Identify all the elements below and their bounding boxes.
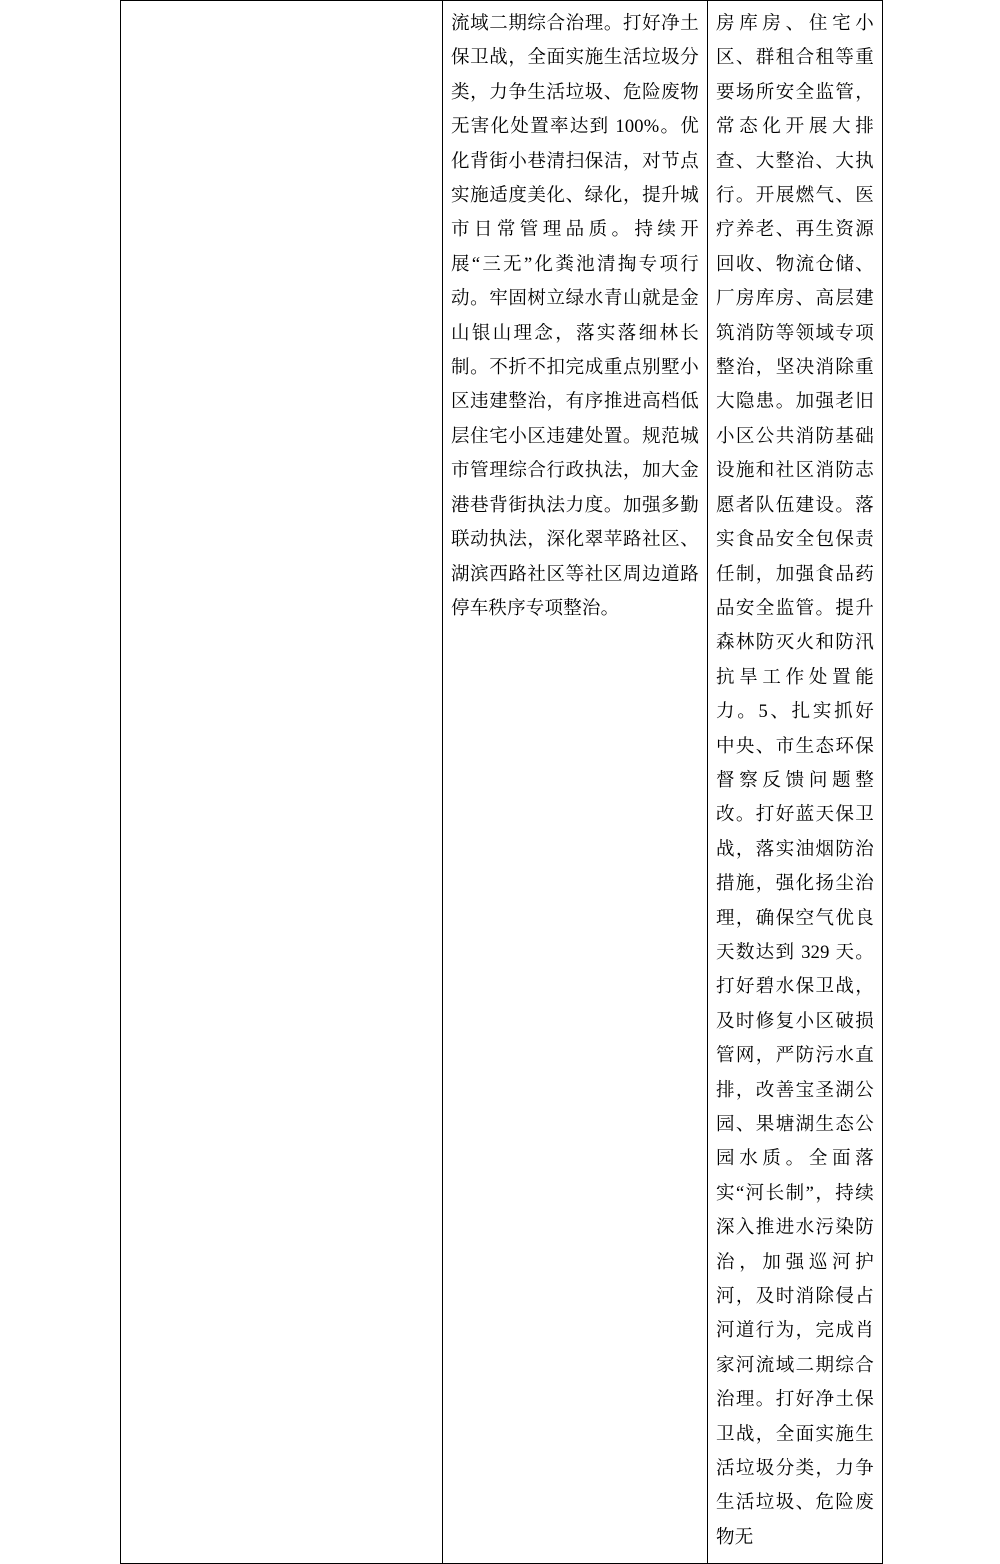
- document-table: [120, 0, 883, 1564]
- table-cell-right: [708, 1, 883, 1564]
- table-row: [121, 1, 883, 1564]
- table-cell-left-blank: [121, 1, 443, 1564]
- middle-text-column-text: 流域二期综合治理。打好净土保卫战，全面实施生活垃圾分类，力争生活垃圾、危险废物无害化处置率达到 100%。优化背街小巷清扫保洁，对节点实施适度美化、绿化，提升城市日常管理品质。持续开展“三无”化粪池清掏专项行动。牢固树立绿水青山就是金山银山理念，落实落细林长制。不折不扣完成重点别墅小区违建整治，有序推进高档低层住宅小区违建处置。规范城市管理综合行政执法，加大金港巷背街执法力度。加强多勤联动执法，深化翠苹路社区、湖滨西路社区等社区周边道路停车秩序专项整治。: [451, 14, 699, 619]
- table-cell-middle: [443, 1, 708, 1564]
- right-text-column-text: 房库房、住宅小区、群租合租等重要场所安全监管，常态化开展大排查、大整治、大执行。开展燃气、医疗养老、再生资源回收、物流仓储、厂房库房、高层建筑消防等领域专项整治，坚决消除重大隐患。加强老旧小区公共消防基础设施和社区消防志愿者队伍建设。落实食品安全包保责任制，加强食品药品安全监管。提升森林防灭火和防汛抗旱工作处置能力。5、扎实抓好中央、市生态环保督察反馈问题整改。打好蓝天保卫战，落实油烟防治措施，强化扬尘治理，确保空气优良天数达到 329 天。打好碧水保卫战，及时修复小区破损管网，严防污水直排，改善宝圣湖公园、果塘湖生态公园水质。全面落实“河长制”，持续深入推进水污染防治，加强巡河护河，及时消除侵占河道行为，完成肖家河流域二期综合治理。打好净土保卫战，全面实施生活垃圾分类，力争生活垃圾、危险废物无: [716, 14, 874, 1548]
